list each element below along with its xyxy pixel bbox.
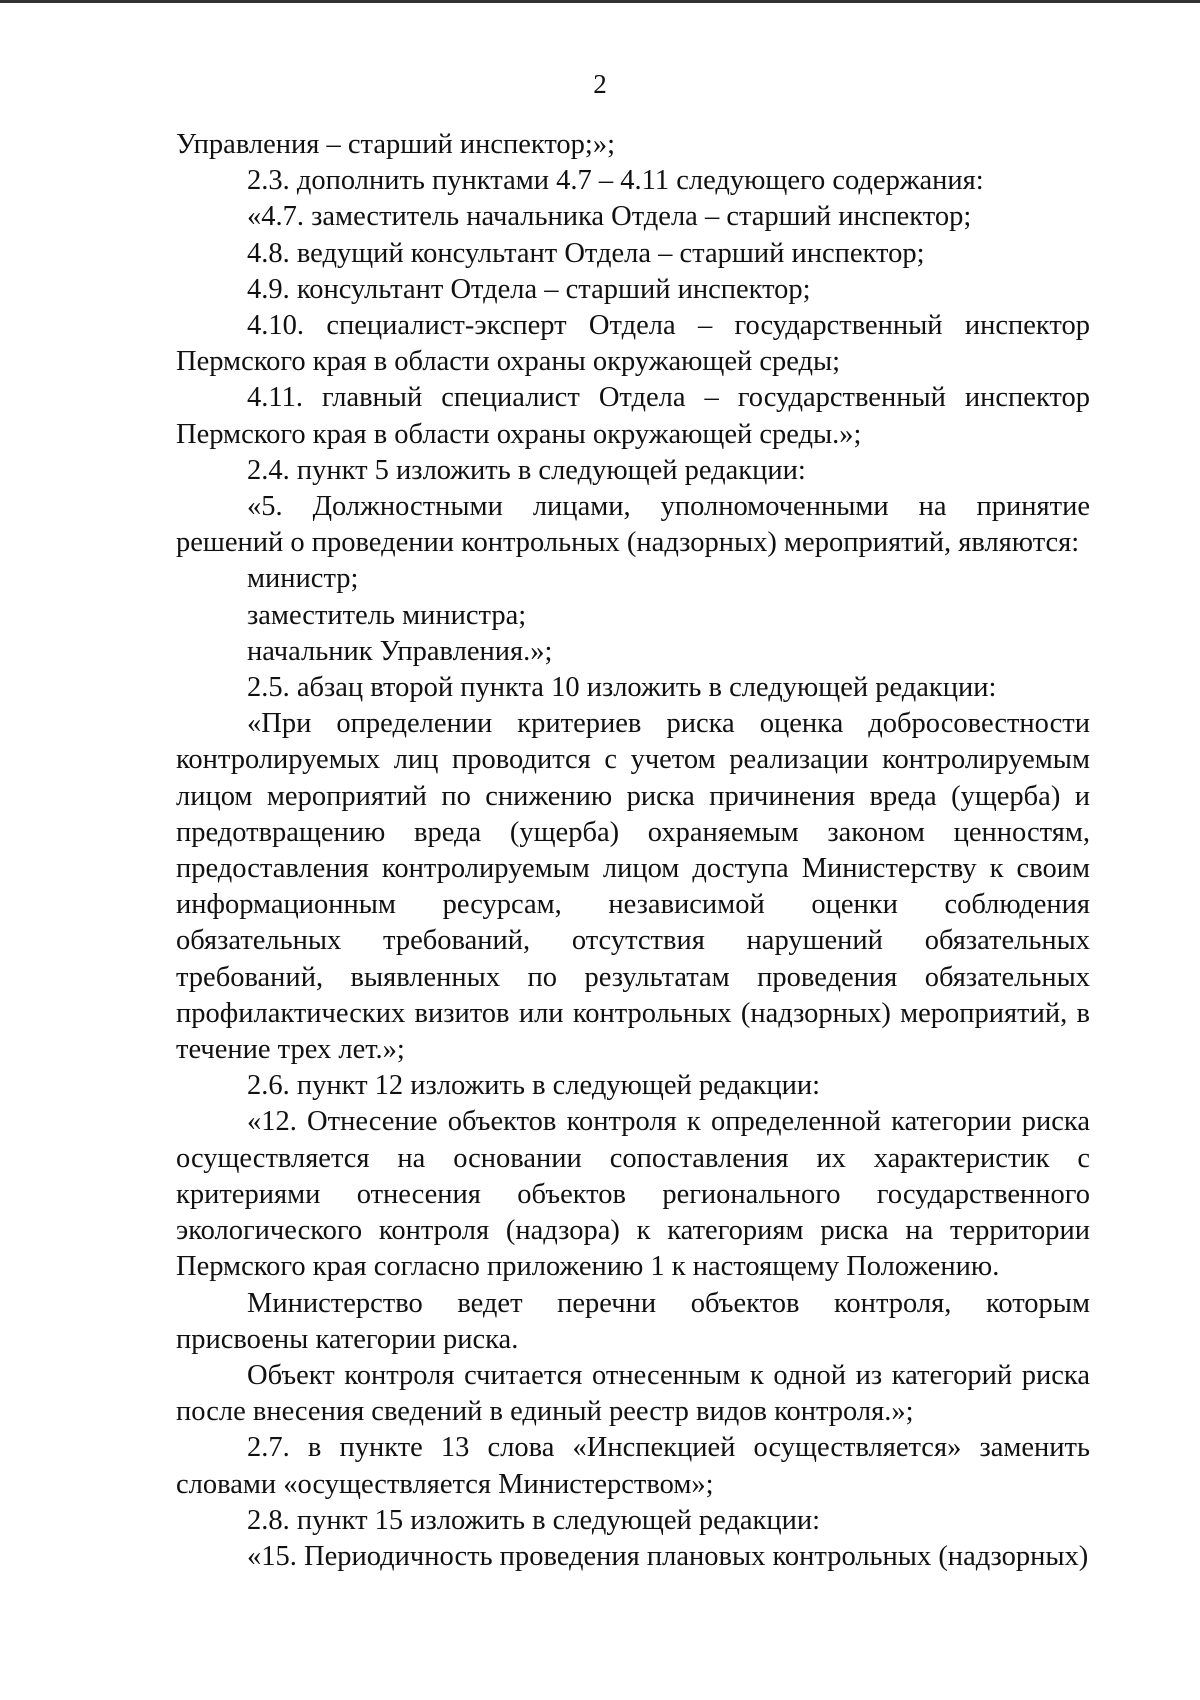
- paragraph-11: заместитель министра;: [247, 599, 527, 631]
- page-number: 2: [593, 69, 607, 99]
- paragraph-9: «5. Должностными лицами, уполномоченными на принятие решений о проведении контрольных (надзорных) мероприятий, являются:: [176, 491, 1090, 559]
- paragraph-10: министр;: [247, 563, 359, 595]
- paragraph-21: «15. Периодичность проведения плановых контрольных (надзорных): [247, 1540, 1089, 1572]
- paragraph-6: 4.10. специалист-эксперт Отдела – государственный инспектор Пермского края в области охраны окружающей среды;: [176, 310, 1090, 378]
- paragraph-15: 2.6. пункт 12 изложить в следующей редакции:: [247, 1070, 821, 1102]
- paragraph-2: 2.3. дополнить пунктами 4.7 – 4.11 следующего содержания:: [247, 165, 984, 197]
- paragraph-12: начальник Управления.»;: [247, 635, 553, 667]
- paragraph-16: «12. Отнесение объектов контроля к определенной категории риска осуществляется на основании сопоставления их характеристик с критериями отнесения объектов регионального государственного экологического контроля (надзора) к категориям риска на территории Пермского края согласно приложению 1 к настоящему Положению.: [176, 1106, 1090, 1283]
- paragraph-18: Объект контроля считается отнесенным к одной из категорий риска после внесения сведений в единый реестр видов контроля.»;: [176, 1359, 1090, 1428]
- paragraph-13: 2.5. абзац второй пункта 10 изложить в следующей редакции:: [247, 672, 997, 704]
- document-body: [176, 127, 1090, 1575]
- paragraph-4: 4.8. ведущий консультант Отдела – старший инспектор;: [247, 237, 925, 269]
- paragraph-19: 2.7. в пункте 13 слова «Инспекцией осуществляется» заменить словами «осуществляется Министерством»;: [176, 1432, 1090, 1500]
- paragraph-17: Министерство ведет перечни объектов контроля, которым присвоены категории риска.: [176, 1287, 1090, 1355]
- paragraph-1: Управления – старший инспектор;»;: [176, 129, 616, 160]
- paragraph-14: «При определении критериев риска оценка добросовестности контролируемых лиц проводится с учетом реализации контролируемым лицом мероприятий по снижению риска причинения вреда (ущерба) и предотвращению вреда (ущерба) охраняемым законом ценностям, предоставления контролируемым лицом доступа Министерству к своим информационным ресурсам, независимой оценки соблюдения обязательных требований, отсутствия нарушений обязательных требований, выявленных по результатам проведения обязательных профилактических визитов или контрольных (надзорных) мероприятий, в течение трех лет.»;: [176, 708, 1090, 1066]
- paragraph-20: 2.8. пункт 15 изложить в следующей редакции:: [247, 1504, 821, 1536]
- paragraph-8: 2.4. пункт 5 изложить в следующей редакции:: [247, 454, 806, 486]
- paragraph-7: 4.11. главный специалист Отдела – государственный инспектор Пермского края в области охраны окружающей среды.»;: [176, 382, 1090, 450]
- scan-top-edge: [0, 0, 1200, 3]
- paragraph-5: 4.9. консультант Отдела – старший инспектор;: [247, 273, 811, 305]
- paragraph-3: «4.7. заместитель начальника Отдела – старший инспектор;: [247, 201, 972, 233]
